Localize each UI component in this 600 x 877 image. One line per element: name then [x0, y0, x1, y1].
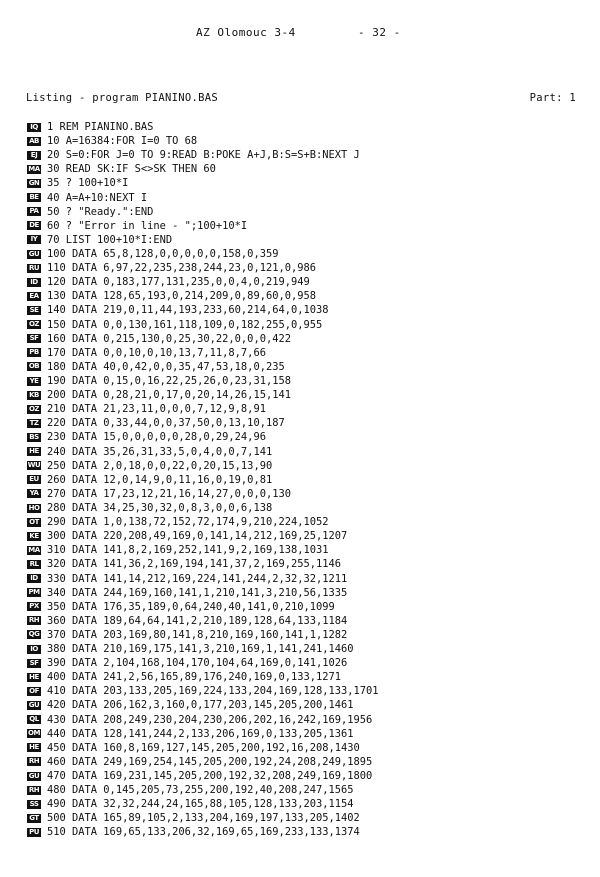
checksum-badge: KB: [27, 391, 41, 400]
checksum-badge: MA: [28, 164, 40, 173]
checksum-badge: AB: [27, 137, 41, 146]
checksum-badge: GU: [28, 701, 40, 710]
listing-line: [27, 148, 582, 162]
listing-line: [27, 120, 582, 134]
checksum-badge: DE: [27, 221, 41, 230]
listing-line: [27, 586, 582, 600]
listing-line: [27, 374, 582, 388]
listing-line: [27, 501, 582, 515]
code-text: 450 DATA 160,8,169,127,145,205,200,192,16,208,1430: [47, 741, 360, 754]
listing-line: [27, 346, 582, 360]
checksum-badge: SF: [27, 659, 41, 668]
checksum-badge: QL: [27, 715, 41, 724]
listing-line: [27, 727, 582, 741]
magazine-title: AZ Olomouc 3-4: [196, 26, 296, 39]
listing-line: [27, 487, 582, 501]
code-text: 330 DATA 141,14,212,169,224,141,244,2,32,32,1211: [47, 572, 348, 585]
code-text: 120 DATA 0,183,177,131,235,0,0,4,0,219,949: [47, 276, 310, 289]
code-text: 270 DATA 17,23,12,21,16,14,27,0,0,0,130: [47, 487, 291, 500]
listing-line: [27, 459, 582, 473]
checksum-badge: OF: [27, 687, 41, 696]
code-text: 170 DATA 0,0,10,0,10,13,7,11,8,7,66: [47, 346, 266, 359]
listing-line: [27, 811, 582, 825]
code-text: 110 DATA 6,97,22,235,238,244,23,0,121,0,986: [47, 262, 316, 275]
code-text: 190 DATA 0,15,0,16,22,25,26,0,23,31,158: [47, 374, 291, 387]
code-text: 410 DATA 203,133,205,169,224,133,204,169,128,133,1701: [47, 685, 379, 698]
listing-line: [27, 797, 582, 811]
listing-line: [27, 191, 582, 205]
listing-line: [27, 684, 582, 698]
checksum-badge: KE: [27, 532, 41, 541]
code-text: 200 DATA 0,28,21,0,17,0,20,14,26,15,141: [47, 389, 291, 402]
code-text: 60 ? "Error in line - ";100+10*I: [47, 219, 248, 232]
checksum-badge: OZ: [28, 404, 40, 413]
checksum-badge: SS: [27, 800, 41, 809]
code-text: 250 DATA 2,0,18,0,0,22,0,20,15,13,90: [47, 459, 273, 472]
page-header: [0, 26, 600, 40]
code-text: 290 DATA 1,0,138,72,152,72,174,9,210,224,1052: [47, 516, 329, 529]
listing-line: [27, 275, 582, 289]
listing-line: [27, 247, 582, 261]
listing-line: [27, 205, 582, 219]
checksum-badge: IQ: [27, 123, 41, 132]
checksum-badge: BS: [27, 433, 41, 442]
listing-line: [27, 162, 582, 176]
code-text: 370 DATA 203,169,80,141,8,210,169,160,141,1,1282: [47, 628, 348, 641]
listing-line: [27, 529, 582, 543]
listing-line: [27, 445, 582, 459]
listing-line: [27, 289, 582, 303]
checksum-badge: HE: [27, 743, 41, 752]
code-text: 100 DATA 65,8,128,0,0,0,0,0,158,0,359: [47, 247, 279, 260]
listing-line: [27, 473, 582, 487]
code-text: 480 DATA 0,145,205,73,255,200,192,40,208,247,1565: [47, 784, 354, 797]
code-text: 460 DATA 249,169,254,145,205,200,192,24,208,249,1895: [47, 755, 373, 768]
code-text: 470 DATA 169,231,145,205,200,192,32,208,249,169,1800: [47, 770, 373, 783]
code-text: 390 DATA 2,104,168,104,170,104,64,169,0,141,1026: [47, 657, 348, 670]
listing-title: Listing - program PIANINO.BAS: [26, 92, 219, 104]
code-text: 500 DATA 165,89,105,2,133,204,169,197,133,205,1402: [47, 812, 360, 825]
checksum-badge: ID: [27, 574, 41, 583]
listing-line: [27, 741, 582, 755]
checksum-badge: RH: [28, 785, 40, 794]
code-text: 70 LIST 100+10*I:END: [47, 233, 173, 246]
code-text: 140 DATA 219,0,11,44,193,233,60,214,64,0,1038: [47, 304, 329, 317]
checksum-badge: RH: [28, 757, 40, 766]
checksum-badge: GU: [28, 249, 40, 258]
code-text: 400 DATA 241,2,56,165,89,176,240,169,0,133,1271: [47, 671, 342, 684]
code-text: 260 DATA 12,0,14,9,0,11,16,0,19,0,81: [47, 473, 273, 486]
listing-line: [27, 783, 582, 797]
code-text: 30 READ SK:IF S<>SK THEN 60: [47, 163, 216, 176]
checksum-badge: PX: [27, 602, 41, 611]
listing-line: [27, 402, 582, 416]
code-text: 440 DATA 128,141,244,2,133,206,169,0,133,205,1361: [47, 727, 354, 740]
listing-line: [27, 332, 582, 346]
listing-line: [27, 572, 582, 586]
code-text: 150 DATA 0,0,130,161,118,109,0,182,255,0,955: [47, 318, 323, 331]
checksum-badge: GU: [28, 771, 40, 780]
checksum-badge: GT: [27, 814, 41, 823]
listing-line: [27, 642, 582, 656]
code-text: 280 DATA 34,25,30,32,0,8,3,0,0,6,138: [47, 501, 273, 514]
listing-line: [27, 261, 582, 275]
checksum-badge: PA: [27, 207, 41, 216]
checksum-badge: PM: [28, 588, 40, 597]
listing-line: [27, 515, 582, 529]
code-text: 420 DATA 206,162,3,160,0,177,203,145,205,200,1461: [47, 699, 354, 712]
listing-line: [27, 303, 582, 317]
checksum-badge: PB: [27, 348, 41, 357]
listing-line: [27, 430, 582, 444]
listing-line: [27, 713, 582, 727]
checksum-badge: IY: [27, 235, 41, 244]
checksum-badge: MA: [28, 545, 40, 554]
checksum-badge: WU: [27, 461, 41, 470]
checksum-badge: EJ: [27, 151, 41, 160]
checksum-badge: HE: [27, 447, 41, 456]
code-text: 210 DATA 21,23,11,0,0,0,7,12,9,8,91: [47, 403, 266, 416]
code-text: 300 DATA 220,208,49,169,0,141,14,212,169,25,1207: [47, 530, 348, 543]
code-text: 430 DATA 208,249,230,204,230,206,202,16,242,169,1956: [47, 713, 373, 726]
listing-line: [27, 233, 582, 247]
code-text: 320 DATA 141,36,2,169,194,141,37,2,169,255,1146: [47, 558, 342, 571]
checksum-badge: OM: [28, 729, 40, 738]
listing-line: [27, 219, 582, 233]
checksum-badge: IO: [27, 645, 41, 654]
listing-line: [27, 557, 582, 571]
checksum-badge: RU: [28, 263, 40, 272]
checksum-badge: RL: [27, 560, 41, 569]
code-text: 360 DATA 189,64,64,141,2,210,189,128,64,133,1184: [47, 614, 348, 627]
program-listing: [27, 120, 582, 840]
checksum-badge: OT: [27, 518, 41, 527]
checksum-badge: SF: [27, 334, 41, 343]
checksum-badge: GN: [28, 178, 40, 187]
listing-line: [27, 360, 582, 374]
checksum-badge: OZ: [28, 320, 40, 329]
code-text: 180 DATA 40,0,42,0,0,35,47,53,18,0,235: [47, 360, 285, 373]
code-text: 50 ? "Ready.":END: [47, 205, 154, 218]
code-text: 310 DATA 141,8,2,169,252,141,9,2,169,138,1031: [47, 544, 329, 557]
code-text: 510 DATA 169,65,133,206,32,169,65,169,233,133,1374: [47, 826, 360, 839]
checksum-badge: EU: [27, 475, 41, 484]
code-text: 1 REM PIANINO.BAS: [47, 121, 154, 133]
listing-line: [27, 769, 582, 783]
listing-line: [27, 670, 582, 684]
listing-line: [27, 134, 582, 148]
code-text: 380 DATA 210,169,175,141,3,210,169,1,141,241,1460: [47, 643, 354, 656]
listing-line: [27, 543, 582, 557]
checksum-badge: QG: [28, 630, 40, 639]
checksum-badge: HE: [27, 673, 41, 682]
code-text: 40 A=A+10:NEXT I: [47, 191, 148, 204]
code-text: 350 DATA 176,35,189,0,64,240,40,141,0,210,1099: [47, 600, 335, 613]
checksum-badge: BE: [27, 193, 41, 202]
checksum-badge: HO: [28, 503, 40, 512]
listing-line: [27, 614, 582, 628]
listing-line: [27, 176, 582, 190]
code-text: 230 DATA 15,0,0,0,0,0,28,0,29,24,96: [47, 431, 266, 444]
code-text: 220 DATA 0,33,44,0,0,37,50,0,13,10,187: [47, 417, 285, 430]
checksum-badge: EA: [27, 292, 41, 301]
part-label: Part: 1: [529, 92, 576, 104]
code-text: 130 DATA 128,65,193,0,214,209,0,89,60,0,958: [47, 290, 316, 303]
listing-line: [27, 318, 582, 332]
code-text: 20 S=0:FOR J=0 TO 9:READ B:POKE A+J,B:S=S+B:NEXT J: [47, 149, 360, 162]
listing-line: [27, 416, 582, 430]
checksum-badge: YE: [27, 377, 41, 386]
page-number: - 32 -: [358, 26, 401, 39]
checksum-badge: RH: [28, 616, 40, 625]
listing-line: [27, 600, 582, 614]
checksum-badge: YA: [27, 489, 41, 498]
code-text: 10 A=16384:FOR I=0 TO 68: [47, 135, 198, 148]
code-text: 340 DATA 244,169,160,141,1,210,141,3,210,56,1335: [47, 586, 348, 599]
listing-line: [27, 628, 582, 642]
checksum-badge: TZ: [27, 419, 41, 428]
checksum-badge: ID: [27, 278, 41, 287]
checksum-badge: PU: [27, 828, 41, 837]
listing-line: [27, 755, 582, 769]
listing-subheader: [26, 92, 576, 106]
code-text: 490 DATA 32,32,244,24,165,88,105,128,133,203,1154: [47, 798, 354, 811]
checksum-badge: OB: [28, 362, 40, 371]
checksum-badge: SE: [27, 306, 41, 315]
listing-line: [27, 656, 582, 670]
code-text: 160 DATA 0,215,130,0,25,30,22,0,0,0,422: [47, 332, 291, 345]
code-text: 35 ? 100+10*I: [47, 177, 129, 190]
listing-line: [27, 698, 582, 712]
listing-line: [27, 825, 582, 839]
code-text: 240 DATA 35,26,31,33,5,0,4,0,0,7,141: [47, 445, 273, 458]
listing-line: [27, 388, 582, 402]
